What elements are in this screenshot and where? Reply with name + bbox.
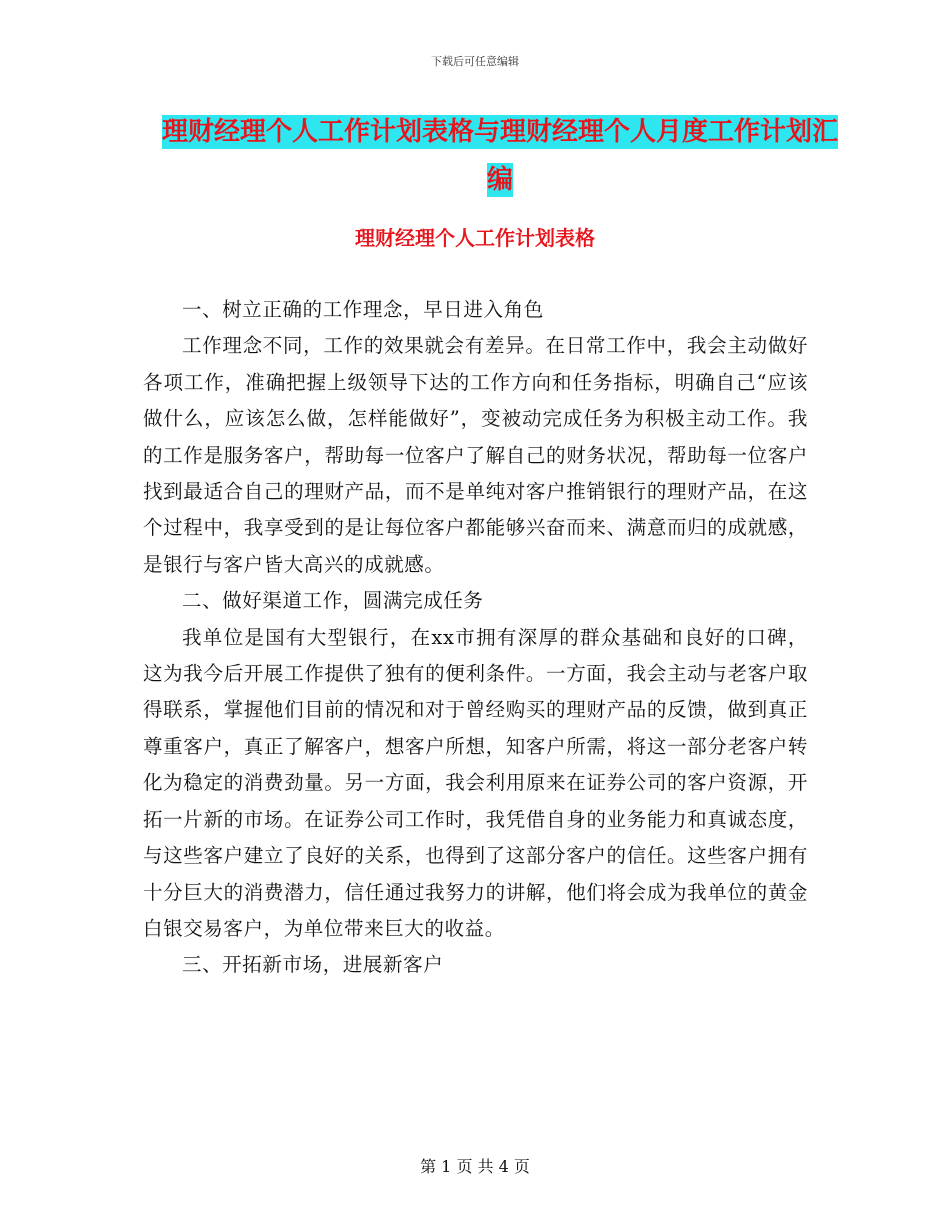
- section-title: 理财经理个人工作计划表格: [355, 226, 595, 250]
- paragraph-1: 工作理念不同，工作的效果就会有差异。在日常工作中，我会主动做好各项工作，准确把握上级领导下达的工作方向和任务指标，明确自己“应该做什么，应该怎么做，怎样能做好”，变被动完成任务为积极主动工作。我的工作是服务客户，帮助每一位客户了解自己的财务状况，帮助每一位客户找到最适合自己的理财产品，而不是单纯对客户推销银行的理财产品，在这个过程中，我享受到的是让每位客户都能够兴奋而来、满意而归的成就感，是银行与客户皆大高兴的成就感。: [143, 334, 808, 576]
- header-note: 下载后可任意编辑: [431, 55, 519, 68]
- paragraph-2: 我单位是国有大型银行，在xx市拥有深厚的群众基础和良好的口碑，这为我今后开展工作提供了独有的便利条件。一方面，我会主动与老客户取得联系，掌握他们目前的情况和对于曾经购买的理财产品的反馈，做到真正尊重客户，真正了解客户，想客户所想，知客户所需，将这一部分老客户转化为稳定的消费劲量。另一方面，我会利用原来在证券公司的客户资源，开拓一片新的市场。在证券公司工作时，我凭借自身的业务能力和真诚态度，与这些客户建立了良好的关系，也得到了这部分客户的信任。这些客户拥有十分巨大的消费潜力，信任通过我努力的讲解，他们将会成为我单位的黄金白银交易客户，为单位带来巨大的收益。: [143, 625, 808, 940]
- document-title: [150, 108, 850, 204]
- heading-1: 一、树立正确的工作理念，早日进入角色: [182, 298, 544, 321]
- document-body: [143, 292, 808, 984]
- page-footer: 第 1 页 共 4 页: [420, 1157, 530, 1176]
- document-title-text: 理财经理个人工作计划表格与理财经理个人月度工作计划汇编: [161, 117, 838, 195]
- heading-2: 二、做好渠道工作，圆满完成任务: [182, 589, 484, 613]
- heading-3: 三、开拓新市场，进展新客户: [182, 953, 444, 977]
